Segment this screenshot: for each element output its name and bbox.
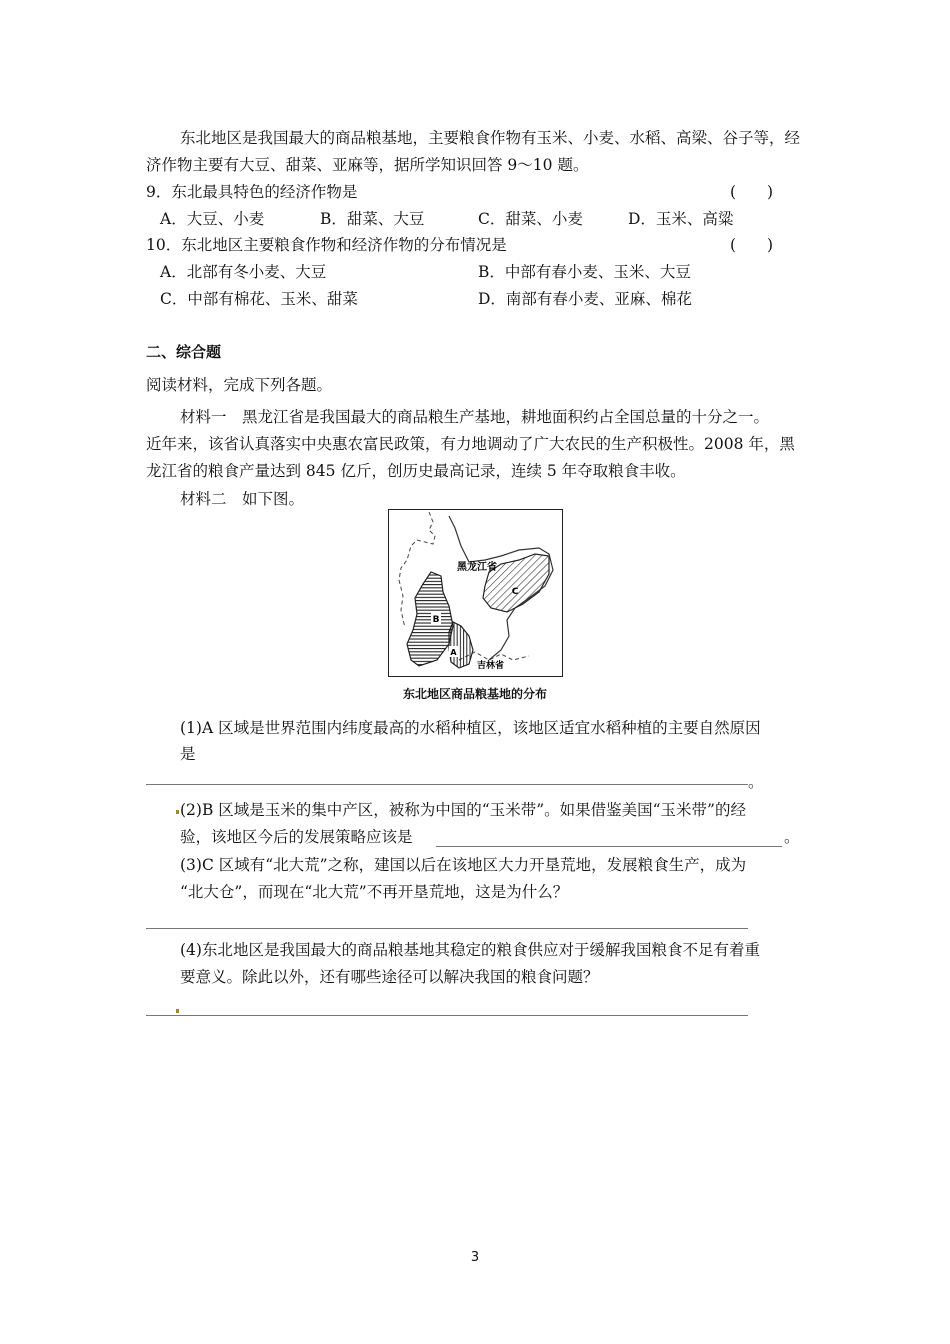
margin-mark-2 [176,1009,179,1013]
region-b [407,572,453,666]
map-label-a: A [450,648,457,657]
reading-instruction: 阅读材料，完成下列各题。 [146,376,333,394]
question-9-option-d: D．玉米、高粱 [628,210,734,228]
question-10-option-d: D．南部有春小麦、亚麻、棉花 [478,290,692,308]
question-4-line-2: 要意义。除此以外，还有哪些途径可以解决我国的粮食问题？ [180,968,599,986]
question-3-line-1: (3)C 区域有“北大荒”之称，建国以后在该地区大力开垦荒地，发展粮食生产，成为 [180,856,747,874]
section-heading: 二、综合题 [146,343,222,361]
question-10-option-a: A．北部有冬小麦、大豆 [160,263,327,281]
material-1-line-1: 材料一 黑龙江省是我国最大的商品粮生产基地，耕地面积约占全国总量的十分之一。 [180,408,770,426]
answer-blank-2 [436,846,782,847]
map-label-c: C [511,587,519,597]
question-2-line-2: 验，该地区今后的发展策略应该是 [180,828,413,846]
intro-line-2: 济作物主要有大豆、甜菜、亚麻等，据所学知识回答 9～10 题。 [146,156,589,174]
region-a [449,622,473,668]
question-1-line-1: (1)A 区域是世界范围内纬度最高的水稻种植区，该地区适宜水稻种植的主要自然原因 [180,719,761,737]
material-2-line: 材料二 如下图。 [180,490,305,508]
question-10-answer-bracket: ( ) [730,236,774,254]
intro-line-1: 东北地区是我国最大的商品粮基地，主要粮食作物有玉米、小麦、水稻、高梁、谷子等，经 [180,129,801,147]
answer-blank-3 [146,928,748,929]
border-dashed-north [399,512,435,580]
question-9-option-a: A．大豆、小麦 [160,210,265,228]
material-1-line-3: 龙江省的粮食产量达到 845 亿斤，创历史最高记录，连续 5 年夺取粮食丰收。 [146,462,686,480]
question-2-line-1: (2)B 区域是玉米的集中产区，被称为中国的“玉米带”。如果借鉴美国“玉米带”的经 [180,801,746,819]
question-4-line-1: (4)东北地区是我国最大的商品粮基地其稳定的粮食供应对于缓解我国粮食不足有着重 [180,941,760,959]
map-label-b: B [432,615,440,625]
question-2-end-mark: 。 [784,828,800,846]
question-10-option-b: B．中部有春小麦、玉米、大豆 [478,263,691,281]
question-1-end-mark: 。 [748,773,764,791]
question-9-option-b: B．甜菜、大豆 [320,210,425,228]
margin-mark [176,810,179,814]
question-9-option-c: C．甜菜、小麦 [478,210,583,228]
map-graphic [389,510,562,676]
grain-base-map [388,509,563,677]
material-1-line-2: 近年来，该省认真落实中央惠农富民政策，有力地调动了广大农民的生产积极性。2008 年，黑 [146,435,795,453]
map-label-heilongjiang: 黑龙江省 [457,562,497,573]
border-dashed-west [399,580,405,628]
question-10-option-c: C．中部有棉花、玉米、甜菜 [160,290,358,308]
map-caption: 东北地区商品粮基地的分布 [402,687,547,701]
answer-blank-4 [146,1015,748,1016]
question-1-line-2: 是 [180,745,196,763]
question-10-stem: 10．东北地区主要粮食作物和经济作物的分布情况是 [146,236,507,254]
question-3-line-2: “北大仓”，而现在“北大荒”不再开垦荒地，这是为什么？ [180,883,569,901]
page-number: 3 [470,1250,480,1265]
answer-blank-1 [146,784,748,785]
question-9-answer-bracket: ( ) [730,183,774,201]
map-label-jilin: 吉林省 [477,661,505,671]
question-9-stem: 9．东北最具特色的经济作物是 [146,183,358,201]
